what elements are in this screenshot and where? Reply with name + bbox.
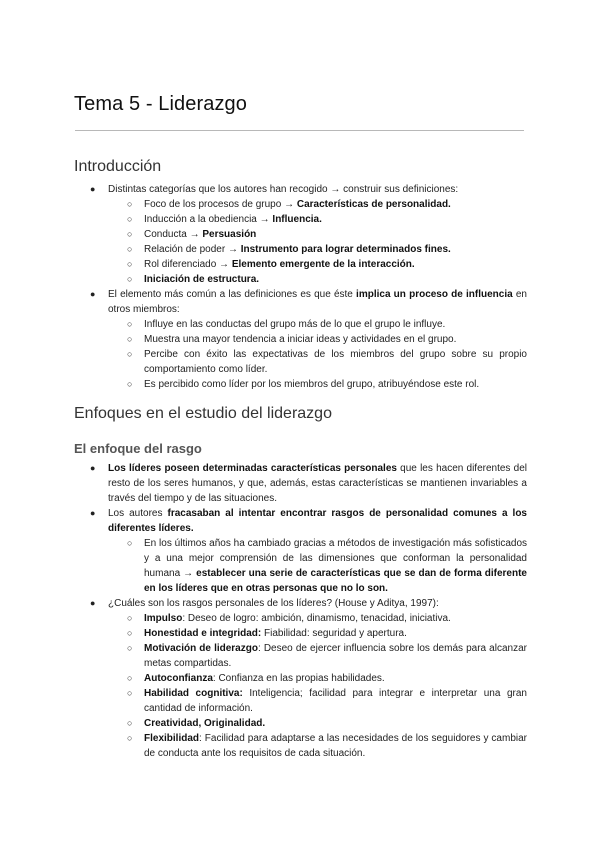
- bullet: ●: [90, 508, 96, 518]
- bullet: ○: [127, 274, 133, 284]
- list-item: ○ Percibe con éxito las expectativas de los miembros del grupo sobre su propio comportamiento como líder.: [127, 349, 527, 375]
- list-item: ○ Rol diferenciado → Elemento emergente de la interacción.: [127, 259, 415, 270]
- list-item: ● ¿Cuáles son los rasgos personales de los líderes? (House y Aditya, 1997): ○ Impulso: Deseo de logro: ambición, dinamismo, tenacidad, iniciativa. ○ Honestidad e integridad: Fiabilidad: seguridad y apertura. ○ Motivación de liderazgo: Deseo de ejercer influencia sobre los demás para alcanzar metas compartidas. ○ Autoconfianza: Confianza en las propias habilidades. ○ Habilidad cognitiva: Inteligencia; facilidad para integrar e interpretar una gran cantidad de información. ○ Creatividad, Originalidad. ○ Flexibilidad: Facilidad para adaptarse a las necesidades de los seguidores y cambiar de conducta ante los requisitos de cada situación.: [90, 598, 527, 759]
- bullet: ○: [127, 334, 133, 344]
- bullet: ○: [127, 244, 133, 254]
- list-item: ○ Es percibido como líder por los miembros del grupo, atribuyéndose este rol.: [127, 379, 480, 390]
- list-item: ● Los autores fracasaban al intentar encontrar rasgos de personalidad comunes a los diferentes líderes. ○ En los últimos años ha cambiado gracias a métodos de investigación más sofisticados y a una mejor comprensión de las dimensiones que conforman la personalidad humana → establecer una serie de características que se dan de forma diferente en los líderes que en otras personas que no lo son.: [90, 508, 527, 594]
- bullet: ○: [127, 379, 133, 389]
- list-item: ○ Inducción a la obediencia → Influencia.: [127, 214, 322, 225]
- bullet: ○: [127, 349, 133, 359]
- bullet: ○: [127, 538, 133, 548]
- bullet: ○: [127, 628, 133, 638]
- list-item: ○ Flexibilidad: Facilidad para adaptarse a las necesidades de los seguidores y cambiar de conducta ante los requisitos de cada situación.: [127, 733, 527, 759]
- bullet: ●: [90, 463, 96, 473]
- bullet: ○: [127, 613, 133, 623]
- sublist: [127, 197, 527, 287]
- bullet: ●: [90, 184, 96, 194]
- list-item: ○ Habilidad cognitiva: Inteligencia; facilidad para integrar e interpretar una gran cantidad de información.: [127, 688, 527, 714]
- list-item: ● El elemento más común a las definiciones es que éste implica un proceso de influencia en otros miembros: ○ Influye en las conductas del grupo más de lo que el grupo le influye. ○ Muestra una mayor tendencia a iniciar ideas y actividades en el grupo. ○ Percibe con éxito las expectativas de los miembros del grupo sobre su propio comportamiento como líder. ○ Es percibido como líder por los miembros del grupo, atribuyéndose este rol.: [90, 289, 527, 390]
- list-item: ○ Iniciación de estructura.: [127, 274, 260, 285]
- bullet: ○: [127, 199, 133, 209]
- list-item: ○ Creatividad, Originalidad.: [127, 718, 266, 729]
- list-item: ● Distintas categorías que los autores han recogido → construir sus definiciones: ○ Foco de los procesos de grupo → Características de personalidad. ○ Inducción a la obediencia → Influencia. ○ Conducta → Persuasión ○ Relación de poder → Instrumento para lograr determinados fines. ○ Rol diferenciado → Elemento emergente de la interacción. ○ Iniciación de estructura.: [108, 182, 527, 287]
- list-item: ○ Foco de los procesos de grupo → Características de personalidad.: [127, 199, 451, 210]
- list-item: ○ Honestidad e integridad: Fiabilidad: seguridad y apertura.: [127, 628, 407, 639]
- list-item: ○ Conducta → Persuasión: [127, 229, 257, 240]
- bullet: ○: [127, 229, 133, 239]
- heading-enfoque-rasgo: El enfoque del rasgo: [74, 441, 202, 456]
- bullet: ●: [90, 598, 96, 608]
- bullet: ○: [127, 214, 133, 224]
- bullet: ○: [127, 688, 133, 698]
- list-item: ○ En los últimos años ha cambiado gracias a métodos de investigación más sofisticados y a una mejor comprensión de las dimensiones que conforman la personalidad humana → establecer una serie de características que se dan de forma diferente en los líderes que en otras personas que no lo son.: [127, 538, 527, 594]
- list-item: ● Los líderes poseen determinadas características personales que les hacen diferentes del resto de los seres humanos, y que, además, estas características se mantienen invariables a través del tiempo y de las situaciones.: [90, 463, 527, 504]
- list-item: ○ Autoconfianza: Confianza en las propias habilidades.: [127, 673, 385, 684]
- list-item: ○ Influye en las conductas del grupo más de lo que el grupo le influye.: [127, 319, 446, 330]
- bullet: ○: [127, 673, 133, 683]
- list-item: ○ Motivación de liderazgo: Deseo de ejercer influencia sobre los demás para alcanzar metas compartidas.: [127, 643, 527, 669]
- heading-enfoques: Enfoques en el estudio del liderazgo: [74, 405, 332, 422]
- bullet: ○: [127, 718, 133, 728]
- intro-list: [90, 182, 527, 392]
- list-item: ○ Impulso: Deseo de logro: ambición, dinamismo, tenacidad, iniciativa.: [127, 613, 451, 624]
- bullet: ○: [127, 733, 133, 743]
- sublist: [127, 317, 527, 392]
- page-title: Tema 5 - Liderazgo: [74, 93, 248, 115]
- list-item: ○ Relación de poder → Instrumento para lograr determinados fines.: [127, 244, 451, 255]
- bullet: ○: [127, 643, 133, 653]
- list-item: ○ Muestra una mayor tendencia a iniciar ideas y actividades en el grupo.: [127, 334, 457, 345]
- title-divider: [75, 130, 524, 131]
- bullet: ●: [90, 289, 96, 299]
- rasgo-list: [90, 461, 527, 761]
- heading-introduccion: Introducción: [74, 158, 162, 175]
- bullet: ○: [127, 259, 133, 269]
- sublist: [127, 536, 527, 596]
- bullet: ○: [127, 319, 133, 329]
- sublist: [127, 611, 527, 761]
